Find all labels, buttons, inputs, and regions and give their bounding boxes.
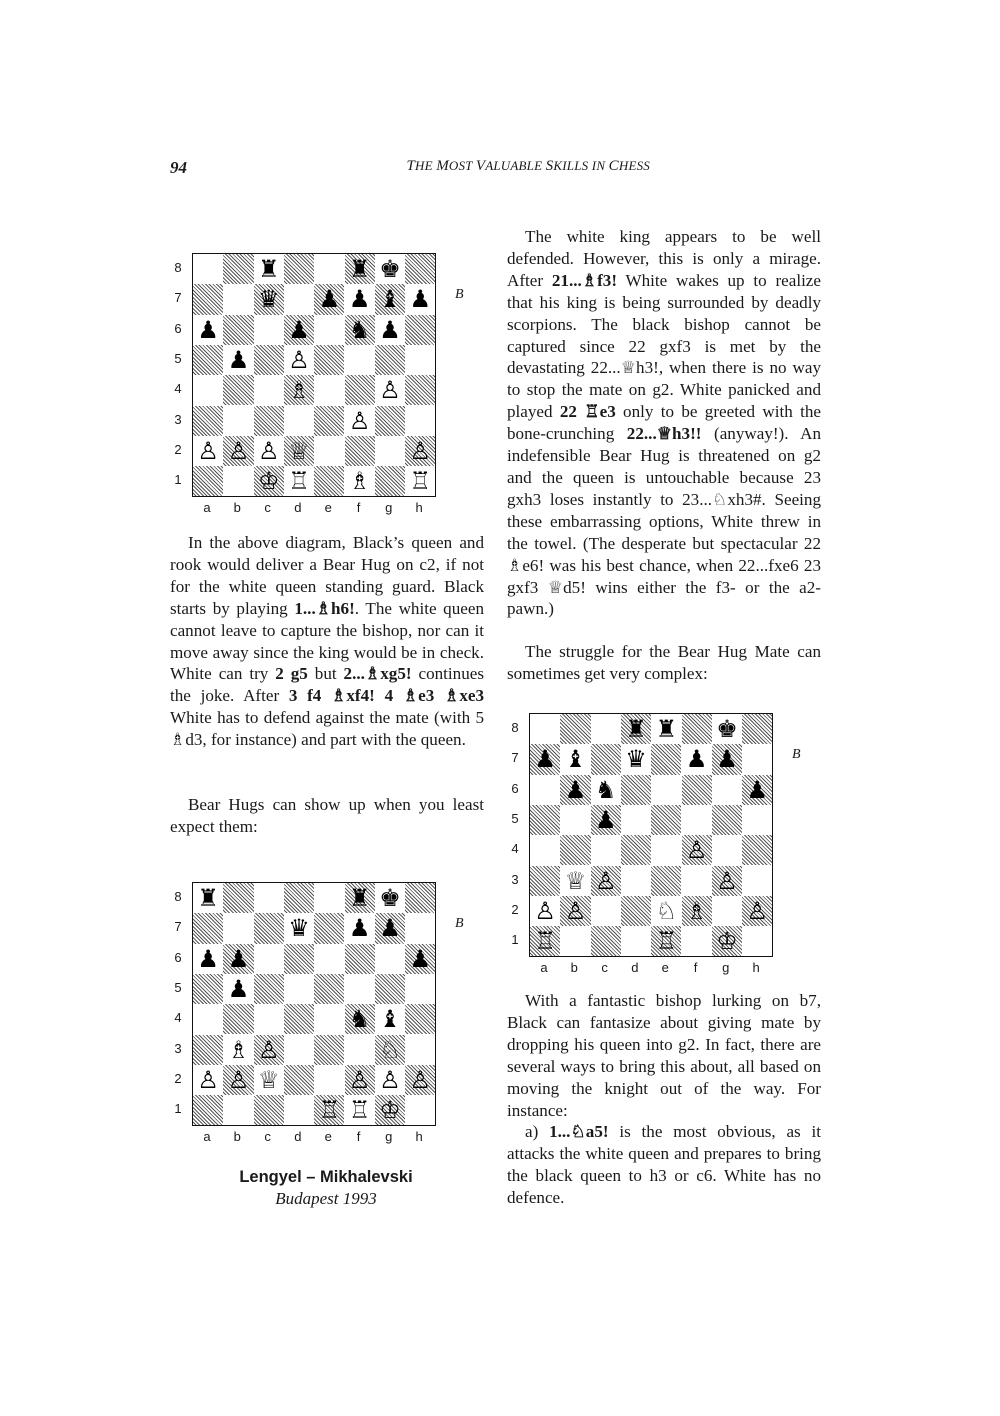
board-square	[621, 835, 651, 865]
file-label: h	[752, 960, 760, 975]
board-square	[254, 974, 284, 1004]
rank-label: 5	[511, 810, 519, 826]
game-event: Budapest 1993	[275, 1189, 377, 1208]
file-label: d	[631, 960, 639, 975]
chess-piece-h2: ♙	[409, 1065, 431, 1094]
chess-piece-e2: ♘	[655, 896, 678, 925]
chess-piece-h6: ♟	[409, 944, 431, 973]
rank-label: 1	[174, 472, 182, 488]
board-square	[405, 1095, 435, 1125]
chess-piece-g3: ♘	[379, 1035, 401, 1064]
board-square	[375, 466, 405, 496]
game-caption	[190, 1168, 462, 1209]
board-square	[193, 254, 223, 284]
chess-board	[529, 713, 773, 957]
board-square	[314, 406, 344, 436]
board-square	[223, 315, 253, 345]
file-label: g	[385, 500, 393, 515]
chess-piece-d4: ♗	[288, 376, 310, 405]
rank-label: 5	[174, 350, 182, 366]
board-square	[254, 406, 284, 436]
chess-piece-h1: ♖	[409, 467, 431, 496]
paragraph-diagram-1-analysis: In the above diagram, Black’s queen and rook would deliver a Bear Hug on c2, if not for the white queen standing guard. Black starts by playing 1...♗h6!. The white queen cannot leave to capture the bishop, nor can it move away since the king would be in check. White can try 2 g5 but 2...♗xg5! continues the joke. After 3 f4 ♗xf4! 4 ♗e3 ♗xe3 White has to defend against the mate (with 5 ♗d3, for instance) and part with the queen.	[170, 533, 485, 750]
board-square	[591, 835, 621, 865]
chess-piece-f6: ♞	[348, 315, 371, 344]
chess-piece-e7: ♟	[318, 285, 341, 314]
board-square	[682, 866, 712, 896]
board-square	[375, 944, 405, 974]
chess-piece-b5: ♟	[227, 345, 250, 374]
board-square	[193, 974, 223, 1004]
board-square	[193, 466, 223, 496]
chess-piece-d5: ♙	[288, 345, 310, 374]
chess-piece-b2: ♙	[227, 436, 250, 465]
file-label: h	[415, 1129, 423, 1144]
board-square	[314, 345, 344, 375]
board-square	[712, 775, 742, 805]
board-square	[682, 714, 712, 744]
board-square	[405, 375, 435, 405]
board-square	[314, 1035, 344, 1065]
board-square	[591, 926, 621, 956]
file-label: e	[324, 1129, 332, 1144]
chess-piece-g8: ♚	[716, 715, 738, 743]
paragraph-complex-struggle: The struggle for the Bear Hug Mate can sometimes get very complex:	[507, 642, 821, 683]
file-label: f	[356, 1129, 361, 1144]
rank-label: 1	[174, 1101, 182, 1117]
board-square	[284, 1035, 314, 1065]
paragraph-bishop-b7: With a fantastic bishop lurking on b7, Black can fantasize about giving mate by dropping his queen into g2. In fact, there are several ways to bring this about, all based on moving the knight out of the way. For instance: a) 1...♘a5! is the most obvious, as it attacks the white queen and prepares to bring the black queen to h3 or c6. White has no defence.	[507, 991, 821, 1208]
board-square	[712, 896, 742, 926]
running-title: THE MOST VALUABLE SKILLS IN CHESS	[406, 158, 650, 174]
board-square	[314, 315, 344, 345]
board-square	[621, 775, 651, 805]
chess-piece-c8: ♜	[257, 255, 280, 283]
game-players: Lengyel – Mikhalevski	[239, 1168, 413, 1186]
rank-label: 7	[511, 750, 519, 766]
chess-piece-f1: ♖	[348, 1096, 371, 1125]
chess-piece-b2: ♙	[564, 896, 587, 925]
rank-label: 3	[174, 1040, 182, 1056]
board-square	[651, 805, 681, 835]
board-square	[345, 1035, 375, 1065]
chess-piece-c7: ♛	[257, 285, 280, 314]
chess-piece-c1: ♔	[257, 467, 280, 496]
chess-piece-g8: ♚	[379, 255, 401, 283]
rank-label: 2	[511, 901, 519, 917]
board-square	[284, 1065, 314, 1095]
board-square	[712, 805, 742, 835]
board-square	[591, 714, 621, 744]
chess-piece-f8: ♜	[348, 884, 371, 912]
board-square	[375, 436, 405, 466]
chess-piece-g7: ♝	[379, 285, 401, 314]
chess-piece-h2: ♙	[746, 896, 768, 925]
chess-piece-h2: ♙	[409, 436, 431, 465]
board-square	[651, 835, 681, 865]
chess-piece-f3: ♙	[348, 406, 371, 435]
board-square	[742, 805, 772, 835]
rank-label: 8	[174, 260, 182, 275]
file-label: b	[570, 960, 578, 975]
chess-diagram-3	[507, 713, 807, 979]
chess-board	[192, 882, 436, 1126]
file-label: a	[203, 1129, 211, 1144]
board-square	[375, 974, 405, 1004]
rank-label: 2	[174, 1070, 182, 1086]
board-square	[560, 805, 590, 835]
chess-piece-a7: ♟	[534, 745, 556, 774]
rank-label: 3	[511, 871, 519, 887]
board-square	[314, 436, 344, 466]
board-square	[651, 775, 681, 805]
chess-piece-f8: ♜	[348, 255, 371, 283]
chess-piece-b5: ♟	[227, 974, 250, 1003]
board-square	[682, 926, 712, 956]
file-label: c	[264, 500, 271, 515]
paragraph-bear-hugs-intro: Bear Hugs can show up when you least expect them:	[170, 795, 484, 836]
board-square	[284, 254, 314, 284]
chess-piece-g1: ♔	[716, 927, 738, 956]
paragraph-game-analysis: The white king appears to be well defended. However, this is only a mirage. After 21...♗f3! White wakes up to realize that his king is being surrounded by deadly scorpions. The black bishop cannot be captured since 22 gxf3 is met by the devastating 22...♕h3!, when there is no way to stop the mate on g2. White panicked and played 22 ♖e3 only to be greeted with the bone-crunching 22...♕h3!! (anyway!). An indefensible Bear Hug is threatened on g2 and the queen is untouchable because 23 gxh3 loses instantly to 23...♘xh3#. Seeing these embarrassing options, White threw in the towel. (The desperate but spectacular 22 ♗e6! was his best chance, when 22...fxe6 23 gxf3 ♕d5! wins either the f3- or the a2-pawn.)	[507, 227, 822, 619]
rank-label: 6	[174, 949, 182, 965]
file-label: e	[661, 960, 669, 975]
board-square	[591, 896, 621, 926]
board-square	[223, 254, 253, 284]
board-square	[314, 974, 344, 1004]
chess-piece-f2: ♗	[685, 896, 708, 925]
board-square	[651, 866, 681, 896]
board-square	[345, 974, 375, 1004]
board-square	[742, 926, 772, 956]
board-square	[284, 406, 314, 436]
chess-piece-g3: ♙	[716, 866, 738, 895]
side-to-move: B	[455, 916, 464, 931]
board-square	[560, 714, 590, 744]
chess-piece-d8: ♜	[625, 715, 647, 743]
chess-piece-g4: ♙	[379, 376, 401, 405]
board-square	[314, 913, 344, 943]
chess-piece-d6: ♟	[288, 315, 310, 344]
board-square	[223, 375, 253, 405]
board-square	[375, 406, 405, 436]
board-square	[621, 896, 651, 926]
chess-piece-c2: ♙	[257, 436, 280, 465]
chess-piece-f7: ♟	[348, 285, 371, 314]
board-square	[314, 375, 344, 405]
rank-label: 8	[511, 720, 519, 735]
board-square	[405, 974, 435, 1004]
board-square	[712, 835, 742, 865]
page-number: 94	[170, 158, 187, 177]
board-square	[345, 436, 375, 466]
board-square	[193, 1004, 223, 1034]
chess-piece-d1: ♖	[288, 467, 310, 496]
board-square	[193, 1095, 223, 1125]
board-square	[345, 944, 375, 974]
file-label: c	[264, 1129, 271, 1144]
board-square	[651, 744, 681, 774]
chess-piece-h7: ♟	[409, 285, 431, 314]
board-square	[193, 375, 223, 405]
board-square	[254, 1004, 284, 1034]
board-square	[560, 926, 590, 956]
chess-piece-b2: ♙	[227, 1065, 250, 1094]
rank-label: 3	[174, 411, 182, 427]
board-square	[742, 835, 772, 865]
board-square	[405, 913, 435, 943]
chess-piece-b3: ♕	[564, 866, 587, 895]
board-square	[193, 1035, 223, 1065]
board-square	[284, 1095, 314, 1125]
chess-piece-c6: ♞	[594, 775, 617, 804]
side-to-move: B	[792, 747, 801, 762]
rank-label: 1	[511, 932, 519, 948]
side-to-move: B	[455, 287, 464, 302]
board-square	[254, 315, 284, 345]
board-square	[254, 883, 284, 913]
running-header	[170, 158, 650, 184]
board-square	[314, 254, 344, 284]
board-square	[405, 1035, 435, 1065]
board-square	[193, 406, 223, 436]
chess-piece-a1: ♖	[534, 927, 556, 956]
board-square	[375, 345, 405, 375]
file-label: a	[203, 500, 211, 515]
board-square	[193, 913, 223, 943]
chess-piece-e1: ♖	[655, 927, 678, 956]
board-square	[742, 744, 772, 774]
rank-label: 5	[174, 979, 182, 995]
board-square	[682, 805, 712, 835]
board-square	[223, 913, 253, 943]
file-label: g	[385, 1129, 393, 1144]
board-square	[405, 345, 435, 375]
board-square	[254, 913, 284, 943]
rank-label: 2	[174, 441, 182, 457]
chess-diagram-2	[170, 882, 470, 1148]
file-label: f	[693, 960, 698, 975]
chess-piece-f4: ♞	[348, 1005, 371, 1034]
chess-piece-c3: ♙	[257, 1035, 280, 1064]
board-square	[682, 775, 712, 805]
board-square	[284, 284, 314, 314]
board-square	[560, 835, 590, 865]
board-square	[314, 883, 344, 913]
file-label: g	[722, 960, 730, 975]
chess-piece-a8: ♜	[197, 884, 219, 912]
board-square	[223, 1095, 253, 1125]
file-label: b	[233, 500, 241, 515]
board-square	[530, 775, 560, 805]
chess-piece-b6: ♟	[227, 944, 250, 973]
chess-piece-c3: ♙	[594, 866, 617, 895]
board-square	[284, 883, 314, 913]
rank-label: 7	[174, 919, 182, 935]
chess-piece-g6: ♟	[379, 315, 401, 344]
chess-piece-b3: ♗	[227, 1035, 250, 1064]
chess-piece-c5: ♟	[594, 805, 617, 834]
board-square	[223, 1004, 253, 1034]
board-square	[621, 866, 651, 896]
board-square	[742, 714, 772, 744]
chess-piece-a2: ♙	[197, 436, 219, 465]
chess-piece-g7: ♟	[379, 914, 401, 943]
rank-label: 4	[174, 1010, 182, 1026]
board-square	[314, 1065, 344, 1095]
chess-piece-a2: ♙	[197, 1065, 219, 1094]
board-square	[530, 805, 560, 835]
chess-piece-e1: ♖	[318, 1096, 341, 1125]
board-square	[530, 714, 560, 744]
chess-piece-a6: ♟	[197, 315, 219, 344]
rank-label: 7	[174, 290, 182, 306]
chess-piece-a2: ♙	[534, 896, 556, 925]
chess-piece-e8: ♜	[655, 715, 678, 743]
board-square	[254, 375, 284, 405]
chess-piece-c2: ♕	[257, 1065, 280, 1094]
file-label: d	[294, 1129, 302, 1144]
rank-label: 8	[174, 889, 182, 904]
chess-piece-f2: ♙	[348, 1065, 371, 1094]
chess-piece-f1: ♗	[348, 467, 371, 496]
board-square	[621, 805, 651, 835]
board-square	[405, 254, 435, 284]
chess-piece-a6: ♟	[197, 944, 219, 973]
chess-piece-g7: ♟	[716, 745, 738, 774]
file-label: d	[294, 500, 302, 515]
board-square	[284, 974, 314, 1004]
board-square	[742, 866, 772, 896]
board-square	[405, 883, 435, 913]
board-square	[223, 284, 253, 314]
rank-label: 4	[511, 841, 519, 857]
board-square	[405, 315, 435, 345]
chess-piece-d7: ♛	[625, 745, 647, 774]
board-square	[405, 1004, 435, 1034]
board-square	[284, 944, 314, 974]
chess-board	[192, 253, 436, 497]
chess-piece-b6: ♟	[564, 775, 587, 804]
chess-piece-d2: ♕	[288, 436, 310, 465]
board-square	[405, 406, 435, 436]
rank-label: 4	[174, 381, 182, 397]
file-label: h	[415, 500, 423, 515]
board-square	[193, 345, 223, 375]
board-square	[530, 866, 560, 896]
chess-piece-g8: ♚	[379, 884, 401, 912]
file-label: f	[356, 500, 361, 515]
board-square	[193, 284, 223, 314]
board-square	[254, 1095, 284, 1125]
board-square	[345, 345, 375, 375]
board-square	[530, 835, 560, 865]
rank-label: 6	[511, 780, 519, 796]
board-square	[314, 466, 344, 496]
chess-piece-f4: ♙	[685, 836, 708, 865]
file-label: c	[601, 960, 608, 975]
board-square	[254, 345, 284, 375]
chess-piece-f7: ♟	[348, 914, 371, 943]
board-square	[254, 944, 284, 974]
board-square	[223, 883, 253, 913]
chess-piece-g4: ♝	[379, 1005, 401, 1034]
board-square	[223, 406, 253, 436]
board-square	[223, 466, 253, 496]
chess-piece-b7: ♝	[564, 745, 587, 774]
file-label: e	[324, 500, 332, 515]
board-square	[314, 944, 344, 974]
board-square	[345, 375, 375, 405]
chess-piece-d7: ♛	[288, 914, 310, 943]
file-label: b	[233, 1129, 241, 1144]
chess-diagram-1	[170, 253, 470, 519]
rank-label: 6	[174, 320, 182, 336]
board-square	[621, 926, 651, 956]
board-square	[591, 744, 621, 774]
chess-piece-g1: ♔	[379, 1096, 401, 1125]
board-square	[314, 1004, 344, 1034]
file-label: a	[540, 960, 548, 975]
board-square	[284, 1004, 314, 1034]
chess-piece-f7: ♟	[685, 745, 708, 774]
chess-piece-h6: ♟	[746, 775, 768, 804]
chess-piece-g2: ♙	[379, 1065, 401, 1094]
